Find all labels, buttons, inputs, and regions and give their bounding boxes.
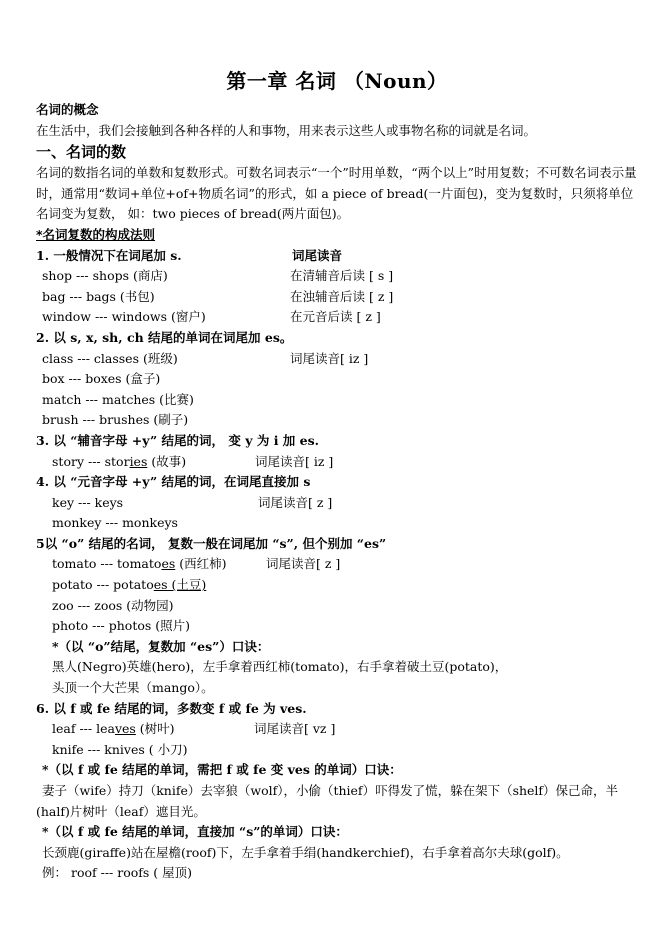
rule5-mnemonic-line: 黑人(Negro)英雄(hero)，左手拿着西红柿(tomato)，右手拿着破土豆(potato)， <box>52 659 508 675</box>
rule3-word <box>52 452 255 473</box>
rule1-pron: 在浊辅音后读 [ z ] <box>290 288 394 304</box>
rule1-item <box>36 266 638 287</box>
rule1-item <box>36 307 638 328</box>
rule2-item: match --- matches (比赛) <box>42 391 194 407</box>
rule5-mnemonic-heading: *（以 “o”结尾，复数加 “es”）口诀： <box>52 638 270 654</box>
rule1-pron: 在清辅音后读 [ s ] <box>290 268 394 284</box>
rule6-word-meaning: (树叶) <box>135 721 175 737</box>
rule1-word: window --- windows (窗户) <box>42 309 206 325</box>
rule6-word <box>52 719 254 740</box>
rule6-example: 例： roof --- roofs ( 屋顶) <box>42 865 193 881</box>
page-title: 第一章 名词 （Noun） <box>226 69 448 93</box>
rule1-heading-row <box>36 246 638 267</box>
rule5-pron: 词尾读音[ z ] <box>266 556 341 572</box>
rule2-item: box --- boxes (盒子) <box>42 371 161 387</box>
rule2-item: brush --- brushes (刷子) <box>42 412 189 428</box>
rule5-mnemonic-line: 头顶一个大芒果（mango）。 <box>52 680 214 696</box>
rule5-item: zoo --- zoos (动物园) <box>52 597 174 613</box>
concept-text: 在生活中，我们会接触到各种各样的人和事物，用来表示这些人或事物名称的词就是名词。 <box>36 122 537 138</box>
rule5-word-stem: potato --- potato <box>52 577 154 593</box>
rule6-word-suffix: ves <box>114 721 136 737</box>
rule3-heading: 3. 以 “辅音字母 +y” 结尾的词， 变 y 为 i 加 es. <box>36 432 319 448</box>
rule5-item <box>36 554 638 575</box>
rule5-heading: 5以 “o” 结尾的名词， 复数一般在词尾加 “s”, 但个别加 “es” <box>36 535 387 551</box>
rule5-word-meaning: (西红柿) <box>175 556 227 572</box>
rule1-word: bag --- bags (书包) <box>42 288 155 304</box>
rule5-word <box>52 554 266 575</box>
rule6-mnemonic1-text: 妻子（wife）持刀（knife）去宰狼（wolf），小偷（thief）吓得发了慌，躲在架下（shelf）保己命，半(half)片树叶（leaf）遮目光。 <box>36 783 619 819</box>
rule2-pron: 词尾读音[ iz ] <box>290 350 369 366</box>
rule6-pron: 词尾读音[ vz ] <box>254 721 336 737</box>
rule3-item <box>36 452 638 473</box>
rule4-heading: 4. 以 “元音字母 +y” 结尾的词，在词尾直接加 s <box>36 474 311 490</box>
rule5-word-suffix: es <box>161 556 176 572</box>
rule1-item <box>36 287 638 308</box>
rule2-word: class --- classes (班级) <box>42 350 178 366</box>
rule6-word-stem: leaf --- lea <box>52 721 115 737</box>
rule4-word: key --- keys <box>52 494 124 510</box>
rule5-item <box>36 575 638 596</box>
concept-heading: 名词的概念 <box>36 102 99 117</box>
rule6-heading: 6. 以 f 或 fe 结尾的词，多数变 f 或 fe 为 ves. <box>36 700 307 716</box>
rule3-word-meaning: (故事) <box>147 453 187 469</box>
noun-number-paragraph: 名词的数指名词的单数和复数形式。可数名词表示“一个”时用单数，“两个以上”时用复数；不可数名词表示量时，通常用“数词+单位+of+物质名词”的形式，如 a piece of bread(一片面包)，变为复数时，只须将单位名词变为复数， 如：two pieces of bread(两片面包)。 <box>36 165 637 222</box>
rule3-word-suffix: ies <box>129 453 148 469</box>
rule4-item <box>36 493 638 514</box>
rule1-word: shop --- shops (商店) <box>42 268 168 284</box>
rule3-word-stem: story --- stor <box>52 453 130 469</box>
rule1-pron: 在元音后读 [ z ] <box>290 309 381 325</box>
rule6-mnemonic2-heading: *（以 f 或 fe 结尾的单词，直接加 “s”的单词）口诀： <box>42 824 348 840</box>
rule6-mnemonic1-heading: *（以 f 或 fe 结尾的单词，需把 f 或 fe 变 ves 的单词）口诀： <box>42 762 402 778</box>
rule5-word-stem: tomato --- tomato <box>52 556 162 572</box>
rule1-heading: 1. 一般情况下在词尾加 s. <box>36 247 182 263</box>
rule4-item: monkey --- monkeys <box>52 515 178 531</box>
rule6-mnemonic2-text: 长颈鹿(giraffe)站在屋檐(roof)下，左手拿着手绢(handkerchief)，右手拿着高尔夫球(golf)。 <box>42 844 569 860</box>
rule2-heading: 2. 以 s, x, sh, ch 结尾的单词在词尾加 es。 <box>36 329 293 345</box>
rule1-pron-heading: 词尾读音 <box>292 247 343 263</box>
rule2-item <box>36 349 638 370</box>
rule5-word-suffix: es (土豆) <box>153 577 207 593</box>
rule6-item <box>36 719 638 740</box>
rule6-item: knife --- knives ( 小刀) <box>52 741 188 757</box>
plural-rules-heading: *名词复数的构成法则 <box>36 226 156 242</box>
section-heading-noun-number: 一、名词的数 <box>36 143 127 162</box>
rule5-item: photo --- photos (照片) <box>52 618 191 634</box>
rule4-pron: 词尾读音[ z ] <box>258 494 333 510</box>
rule3-pron: 词尾读音[ iz ] <box>255 453 334 469</box>
